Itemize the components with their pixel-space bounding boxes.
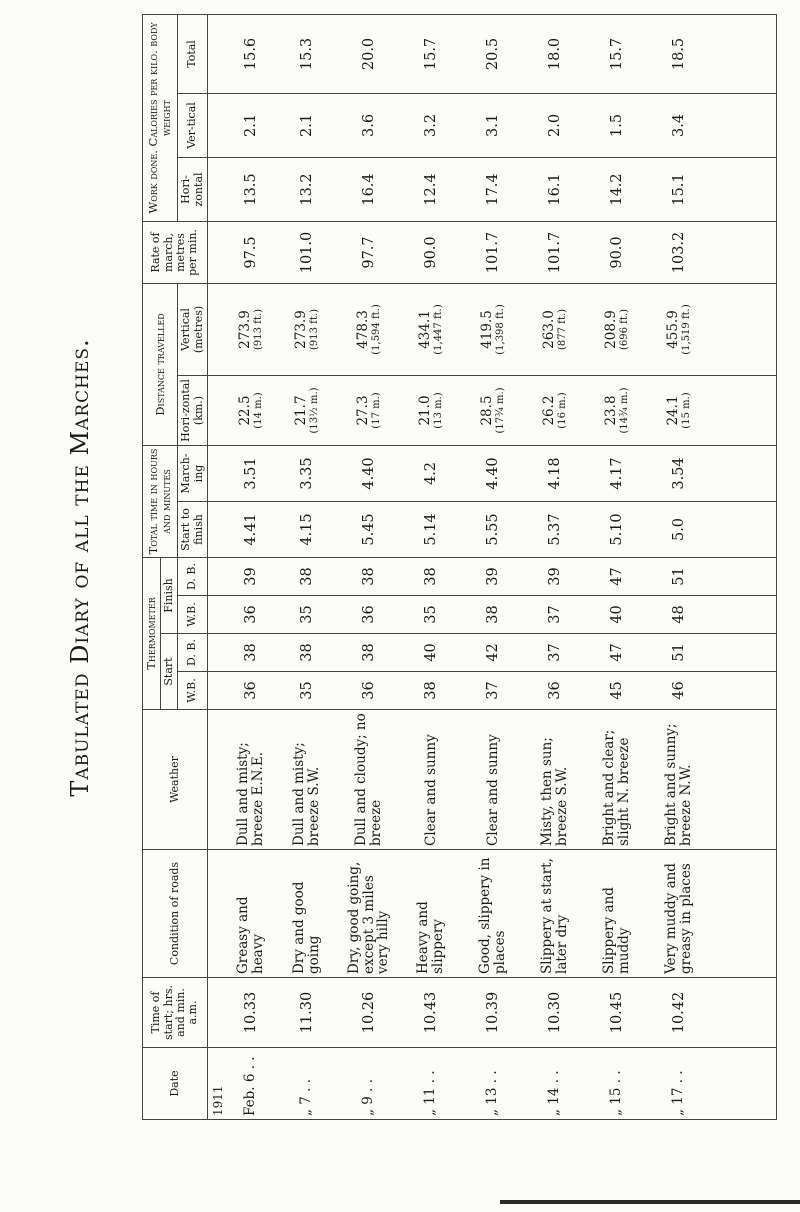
row-3-finish-db: 38 — [422, 567, 439, 586]
row-5-work-total: 18.0 — [546, 37, 563, 71]
header-therm-finish: Finish — [160, 558, 177, 634]
col-marching — [207, 446, 776, 502]
row-0-work-h: 13.5 — [242, 173, 259, 206]
row-6-work-total: 15.7 — [608, 37, 625, 71]
row-6-horiz-km: 23.8 — [602, 395, 619, 426]
row-5-finish-wb: 37 — [546, 605, 563, 624]
row-3-vert-m: 434.1 — [416, 310, 433, 349]
row-4-start-wb: 37 — [484, 681, 501, 700]
row-0-condition: Greasy and heavy — [235, 896, 266, 974]
row-5-work-h: 16.1 — [546, 173, 563, 206]
row-1-horiz-mi: (13½ m.) — [308, 387, 320, 434]
row-7-vert-m: 455.9 — [664, 310, 681, 349]
col-start-db — [207, 634, 776, 672]
row-0-horiz-mi: (14 m.) — [252, 392, 264, 429]
row-2-rate: 97.7 — [360, 236, 377, 269]
row-3-vert-ft: (1,447 ft.) — [432, 304, 444, 355]
row-6-condition: Slippery and muddy — [601, 887, 632, 974]
header-therm-start: Start — [160, 634, 177, 710]
row-2-vert-ft: (1,594 ft.) — [370, 304, 382, 355]
marches-diary-table — [142, 14, 777, 1120]
row-7-marching: 3.54 — [670, 457, 687, 490]
row-7-rate: 103.2 — [670, 231, 687, 274]
row-2-start-to-finish: 5.45 — [360, 513, 377, 546]
row-1-work-total: 15.3 — [298, 37, 315, 71]
row-0-work-v: 2.1 — [242, 113, 259, 138]
row-4-vert-ft: (1,398 ft.) — [494, 304, 506, 355]
row-4-date: „ 13 . . — [483, 1070, 500, 1116]
row-4-start-to-finish: 5.55 — [484, 513, 501, 546]
row-1-work-h: 13.2 — [298, 173, 315, 206]
col-weather — [207, 710, 776, 850]
row-4-finish-db: 39 — [484, 567, 501, 586]
row-4-horiz-mi: (17¾ m.) — [494, 387, 506, 434]
row-2-finish-wb: 36 — [360, 605, 377, 624]
row-6-finish-wb: 40 — [608, 605, 625, 624]
row-3-vertical — [400, 287, 462, 372]
row-6-start-wb: 45 — [608, 681, 625, 700]
row-4-work-h: 17.4 — [484, 173, 501, 206]
col-work-vertical — [207, 93, 776, 157]
row-5-vert-ft: (877 ft.) — [556, 309, 568, 350]
row-1-work-v: 2.1 — [298, 113, 315, 138]
row-3-work-total: 15.7 — [422, 37, 439, 71]
row-5-finish-db: 39 — [546, 567, 563, 586]
row-5-marching: 4.18 — [546, 457, 563, 490]
row-2-work-h: 16.4 — [360, 173, 377, 206]
row-0-marching: 3.51 — [242, 457, 259, 490]
row-7-time: 10.42 — [670, 991, 687, 1034]
row-2-horizontal — [338, 379, 400, 442]
header-work-done: Work done. Calories per kilo. body weight — [143, 14, 178, 221]
row-6-weather: Bright and clear; slight N. breeze — [601, 729, 632, 846]
col-horizontal-km — [207, 376, 776, 446]
row-3-horizontal — [400, 379, 462, 442]
row-1-date: „ 7 . . — [297, 1078, 314, 1116]
row-6-marching: 4.17 — [608, 457, 625, 490]
col-condition — [207, 850, 776, 978]
row-0-date: Feb. 6 . . — [241, 1056, 258, 1116]
row-5-start-to-finish: 5.37 — [546, 513, 563, 546]
header-work-horizontal: Hori-zontal — [178, 157, 208, 221]
row-4-finish-wb: 38 — [484, 605, 501, 624]
row-0-rate: 97.5 — [242, 236, 259, 269]
row-6-rate: 90.0 — [608, 236, 625, 269]
row-3-start-db: 40 — [422, 643, 439, 662]
row-4-horiz-km: 28.5 — [478, 395, 495, 426]
row-3-condition: Heavy and slippery — [415, 901, 446, 974]
col-rate — [207, 221, 776, 283]
row-0-vert-ft: (913 ft.) — [252, 309, 264, 350]
row-0-horizontal — [226, 379, 276, 442]
row-1-condition: Dry and good going — [291, 881, 322, 974]
row-4-vertical — [462, 287, 524, 372]
row-2-date: „ 9 . . — [359, 1078, 376, 1116]
row-7-start-to-finish: 5.0 — [670, 517, 687, 542]
row-2-vertical — [338, 287, 400, 372]
header-total-time: Total time in hours and minutes — [143, 446, 178, 558]
row-4-condition: Good, slippery in places — [477, 857, 508, 974]
header-finish-wb: W.B. — [178, 596, 208, 634]
header-time-of-start: Time of start; hrs. and min. a.m. — [143, 978, 208, 1048]
year-label: 1911 — [210, 1085, 225, 1116]
row-6-start-db: 47 — [608, 643, 625, 662]
row-0-horiz-km: 22.5 — [236, 395, 253, 426]
row-5-vert-m: 263.0 — [540, 310, 557, 349]
row-2-condition: Dry, good going, except 3 miles very hilly — [345, 861, 392, 974]
row-5-date: „ 14 . . — [545, 1070, 562, 1116]
col-start-wb — [207, 672, 776, 710]
header-distance: Distance travelled — [143, 283, 178, 445]
row-2-weather: Dull and cloudy; no breeze — [353, 713, 384, 846]
row-0-start-wb: 36 — [242, 681, 259, 700]
row-2-start-wb: 36 — [360, 681, 377, 700]
row-2-time: 10.26 — [360, 991, 377, 1034]
row-3-weather: Clear and sunny — [422, 734, 439, 846]
row-3-start-wb: 38 — [422, 681, 439, 700]
row-4-marching: 4.40 — [484, 457, 501, 490]
row-6-work-h: 14.2 — [608, 173, 625, 206]
row-1-rate: 101.0 — [298, 231, 315, 274]
row-0-start-db: 38 — [242, 643, 259, 662]
row-0-weather: Dull and misty; breeze E.N.E. — [235, 742, 266, 846]
col-work-total — [207, 14, 776, 93]
row-1-weather: Dull and misty; breeze S.W. — [291, 742, 322, 846]
row-2-vert-m: 478.3 — [354, 310, 371, 349]
row-7-start-wb: 46 — [670, 681, 687, 700]
row-5-horiz-mi: (16 m.) — [556, 392, 568, 429]
col-vertical-metres — [207, 283, 776, 375]
row-1-finish-db: 38 — [298, 567, 315, 586]
row-2-marching: 4.40 — [360, 457, 377, 490]
row-5-rate: 101.7 — [546, 231, 563, 274]
row-7-work-v: 3.4 — [670, 113, 687, 138]
row-6-vert-m: 208.9 — [602, 310, 619, 349]
row-7-weather: Bright and sunny; breeze N.W. — [663, 723, 694, 846]
row-7-condition: Very muddy and greasy in places — [663, 863, 694, 974]
row-7-start-db: 51 — [670, 643, 687, 662]
header-start-to-finish: Start to finish — [178, 502, 208, 558]
row-3-horiz-mi: (13 m.) — [432, 392, 444, 429]
row-5-work-v: 2.0 — [546, 113, 563, 138]
row-7-vertical — [648, 287, 710, 372]
row-1-finish-wb: 35 — [298, 605, 315, 624]
header-thermometer: Thermometer — [143, 558, 161, 710]
row-1-vert-m: 273.9 — [292, 310, 309, 349]
row-6-work-v: 1.5 — [608, 113, 625, 138]
row-1-horizontal — [276, 379, 338, 442]
row-7-horiz-mi: (15 m.) — [680, 392, 692, 429]
row-0-finish-wb: 36 — [242, 605, 259, 624]
row-4-rate: 101.7 — [484, 231, 501, 274]
col-finish-wb — [207, 596, 776, 634]
col-time — [207, 978, 776, 1048]
row-3-horiz-km: 21.0 — [416, 395, 433, 426]
col-work-horizontal — [207, 157, 776, 221]
row-7-work-h: 15.1 — [670, 173, 687, 206]
row-5-start-db: 37 — [546, 643, 563, 662]
page-title: Tabulated Diary of all the Marches. — [66, 338, 94, 797]
header-date: Date — [143, 1048, 208, 1120]
row-7-finish-wb: 48 — [670, 605, 687, 624]
header-condition-of-roads: Condition of roads — [143, 850, 208, 978]
row-5-horizontal — [524, 379, 586, 442]
row-1-horiz-km: 21.7 — [292, 395, 309, 426]
col-start-to-finish — [207, 502, 776, 558]
header-start-wb: W.B. — [178, 672, 208, 710]
row-6-date: „ 15 . . — [607, 1070, 624, 1116]
row-1-vert-ft: (913 ft.) — [308, 309, 320, 350]
col-date — [207, 1048, 776, 1120]
row-4-weather: Clear and sunny — [484, 734, 501, 846]
row-5-weather: Misty, then sun; breeze S.W. — [539, 737, 570, 846]
row-3-work-h: 12.4 — [422, 173, 439, 206]
row-4-work-total: 20.5 — [484, 37, 501, 71]
row-1-marching: 3.35 — [298, 457, 315, 490]
row-2-finish-db: 38 — [360, 567, 377, 586]
row-1-start-db: 38 — [298, 643, 315, 662]
row-1-start-to-finish: 4.15 — [298, 513, 315, 546]
row-7-vert-ft: (1,519 ft.) — [680, 304, 692, 355]
row-4-horizontal — [462, 379, 524, 442]
row-6-horiz-mi: (14¾ m.) — [618, 387, 630, 434]
row-0-time: 10.33 — [242, 991, 259, 1034]
header-work-vertical: Ver-tical — [178, 93, 208, 157]
row-3-work-v: 3.2 — [422, 113, 439, 138]
row-5-time: 10.30 — [546, 991, 563, 1034]
row-6-time: 10.45 — [608, 991, 625, 1034]
row-5-vertical — [524, 287, 586, 372]
row-4-time: 10.39 — [484, 991, 501, 1034]
row-1-vertical — [276, 287, 338, 372]
header-vertical-metres: Vertical (metres) — [178, 283, 208, 375]
row-3-date: „ 11 . . — [421, 1070, 438, 1116]
row-6-start-to-finish: 5.10 — [608, 513, 625, 546]
row-4-vert-m: 419.5 — [478, 310, 495, 349]
row-7-horizontal — [648, 379, 710, 442]
row-6-vertical — [586, 287, 648, 372]
header-weather: Weather — [143, 710, 208, 850]
row-7-work-total: 18.5 — [670, 37, 687, 71]
row-0-finish-db: 39 — [242, 567, 259, 586]
row-3-rate: 90.0 — [422, 236, 439, 269]
row-4-start-db: 42 — [484, 643, 501, 662]
row-7-finish-db: 51 — [670, 567, 687, 586]
row-0-vert-m: 273.9 — [236, 310, 253, 349]
row-2-horiz-mi: (17 m.) — [370, 392, 382, 429]
row-2-horiz-km: 27.3 — [354, 395, 371, 426]
row-5-horiz-km: 26.2 — [540, 395, 557, 426]
row-5-condition: Slippery at start, later dry — [539, 858, 570, 974]
row-6-vert-ft: (696 ft.) — [618, 309, 630, 350]
row-5-start-wb: 36 — [546, 681, 563, 700]
row-4-work-v: 3.1 — [484, 113, 501, 138]
header-start-db: D. B. — [178, 634, 208, 672]
row-3-marching: 4.2 — [422, 461, 439, 486]
row-0-vertical — [226, 287, 276, 372]
row-6-finish-db: 47 — [608, 567, 625, 586]
row-6-horizontal — [586, 379, 648, 442]
row-1-time: 11.30 — [298, 991, 315, 1034]
row-2-work-v: 3.6 — [360, 113, 377, 138]
header-rate-of-march: Rate of march, metres per min. — [143, 221, 208, 283]
header-horizontal-km: Hori-zontal (km.) — [178, 376, 208, 446]
rotated-table-block — [66, 15, 786, 1120]
row-0-work-total: 15.6 — [242, 37, 259, 71]
row-0-start-to-finish: 4.41 — [242, 513, 259, 546]
row-3-start-to-finish: 5.14 — [422, 513, 439, 546]
row-1-start-wb: 35 — [298, 681, 315, 700]
row-3-time: 10.43 — [422, 991, 439, 1034]
header-marching: March-ing — [178, 446, 208, 502]
header-finish-db: D. B. — [178, 558, 208, 596]
bottom-edge-rule — [500, 1200, 800, 1204]
row-7-horiz-km: 24.1 — [664, 395, 681, 426]
row-2-work-total: 20.0 — [360, 37, 377, 71]
row-2-start-db: 38 — [360, 643, 377, 662]
row-7-date: „ 17 . . — [669, 1070, 686, 1116]
col-finish-db — [207, 558, 776, 596]
row-3-finish-wb: 35 — [422, 605, 439, 624]
header-work-total: Total — [178, 14, 208, 93]
